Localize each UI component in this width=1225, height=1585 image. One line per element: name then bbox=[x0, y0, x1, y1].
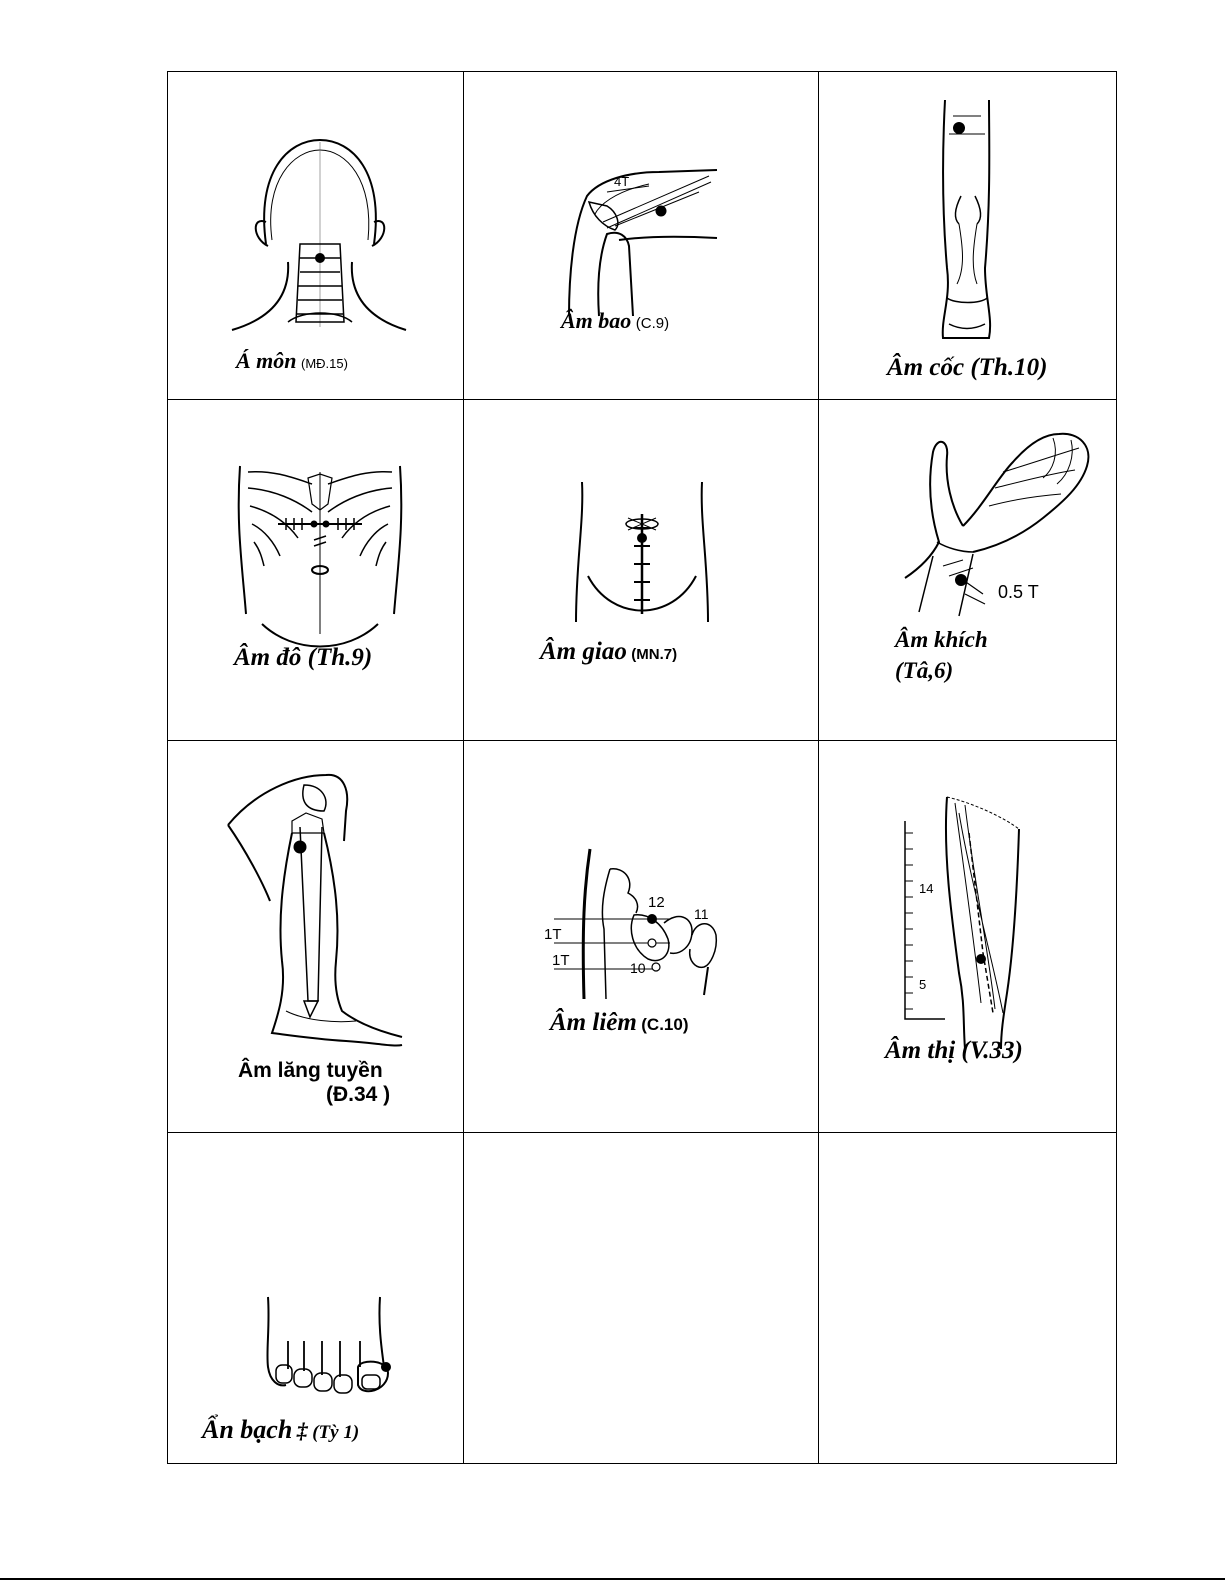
point-name: Á môn bbox=[236, 348, 297, 373]
label-10: 10 bbox=[630, 960, 646, 976]
caption-am-coc bbox=[887, 354, 1047, 382]
distance-label: 4T bbox=[614, 174, 630, 189]
cell-am-giao bbox=[464, 400, 819, 741]
point-name: Ẩn bạch bbox=[202, 1415, 293, 1444]
head-back-figure bbox=[228, 132, 408, 332]
point-code: (Tâ,6) bbox=[895, 658, 954, 683]
label-1t-lower: 1T bbox=[552, 952, 570, 969]
ruler-label-14: 14 bbox=[919, 881, 934, 896]
caption-an-bach bbox=[202, 1415, 359, 1445]
point-code: (Th.10) bbox=[970, 354, 1048, 381]
cell-empty-1 bbox=[464, 1133, 819, 1464]
ruler-label-5: 5 bbox=[919, 977, 927, 992]
point-name: Âm cốc bbox=[887, 354, 965, 381]
abdomen-ribs-figure bbox=[234, 464, 406, 636]
point-code: (C.10) bbox=[641, 1015, 689, 1034]
point-name: Âm đô bbox=[234, 644, 302, 671]
point-name: Âm liêm bbox=[550, 1009, 637, 1036]
cell-am-lang-tuyen bbox=[168, 741, 464, 1133]
acupoint-table bbox=[167, 71, 1117, 1464]
point-code: (Th.9) bbox=[307, 644, 373, 671]
caption-am-bao bbox=[561, 308, 669, 334]
caption-am-liem bbox=[550, 1009, 689, 1037]
point-code: (Đ.34 ) bbox=[326, 1083, 391, 1106]
knee-figure bbox=[559, 166, 719, 316]
point-name: Âm khích bbox=[895, 627, 988, 652]
point-code: (MN.7) bbox=[631, 646, 678, 663]
cell-a-mon bbox=[168, 72, 464, 400]
thigh-ruler-figure bbox=[903, 793, 1033, 1053]
point-code: (MĐ.15) bbox=[300, 356, 348, 371]
cell-an-bach bbox=[168, 1133, 464, 1464]
mark-glyph: ‡ bbox=[296, 1418, 308, 1443]
distance-label: 0.5 T bbox=[998, 582, 1039, 602]
cell-am-bao bbox=[464, 72, 819, 400]
page-bottom-rule bbox=[0, 1578, 1225, 1580]
leg-back-figure bbox=[937, 98, 997, 346]
caption-am-giao bbox=[540, 638, 677, 666]
cell-am-khich bbox=[819, 400, 1117, 741]
cell-am-liem bbox=[464, 741, 819, 1133]
point-code: (C.9) bbox=[635, 315, 670, 332]
foot-top-figure bbox=[264, 1297, 394, 1401]
cell-empty-2 bbox=[819, 1133, 1117, 1464]
cell-am-coc bbox=[819, 72, 1117, 400]
point-code: (Tỳ 1) bbox=[312, 1422, 360, 1443]
cell-am-thi bbox=[819, 741, 1117, 1133]
point-code: (V.33) bbox=[961, 1037, 1023, 1064]
point-name: Âm giao bbox=[540, 638, 627, 665]
lower-abdomen-figure bbox=[572, 482, 712, 622]
caption-am-khich bbox=[895, 624, 988, 686]
caption-am-do bbox=[234, 644, 372, 672]
caption-a-mon bbox=[236, 348, 348, 374]
label-1t-upper: 1T bbox=[544, 926, 562, 943]
point-name: Âm lăng tuyền bbox=[238, 1059, 383, 1082]
caption-am-thi bbox=[885, 1037, 1023, 1065]
label-11: 11 bbox=[694, 906, 709, 922]
lower-leg-side-figure bbox=[226, 771, 406, 1061]
hip-pubis-figure bbox=[544, 849, 744, 999]
caption-am-lang-tuyen bbox=[238, 1059, 390, 1107]
point-name: Âm bao bbox=[561, 308, 632, 333]
point-name: Âm thị bbox=[885, 1037, 956, 1064]
hand-wrist-figure bbox=[903, 426, 1103, 626]
label-12: 12 bbox=[648, 894, 665, 911]
cell-am-do bbox=[168, 400, 464, 741]
